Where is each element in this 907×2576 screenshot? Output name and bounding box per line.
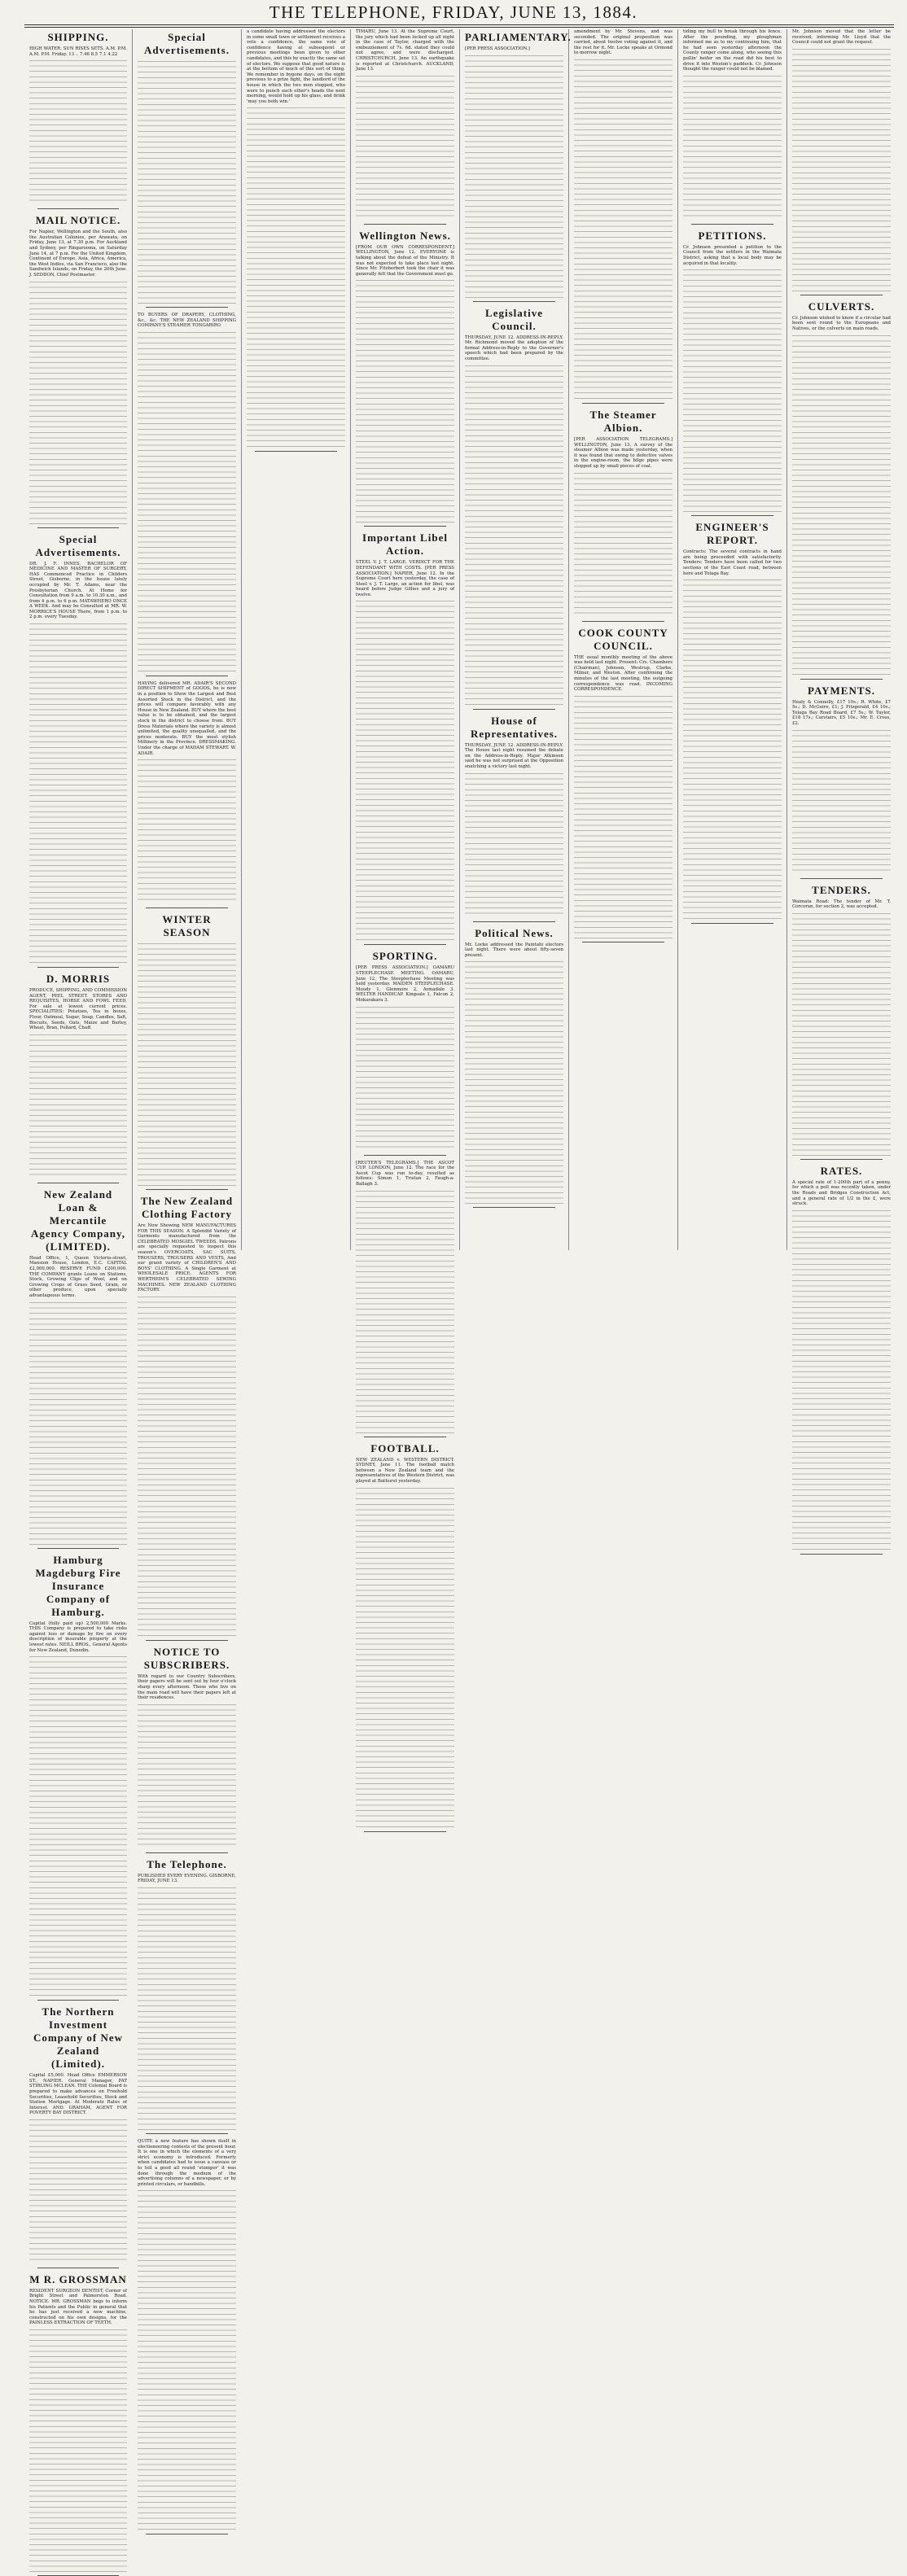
body-text-lines — [792, 1209, 891, 1550]
article-heading: PARLIAMENTARY. — [465, 31, 572, 43]
article-separator — [146, 1189, 228, 1190]
body-text-lines — [29, 1301, 127, 1545]
article-separator — [800, 679, 883, 680]
article-heading: Special Advertisements. — [35, 532, 121, 558]
article-heading: FOOTBALL. — [370, 1441, 440, 1454]
article — [683, 29, 782, 225]
article-body: HAVING delivered MR. ADAIR'S SECOND DIRECT SHIPMENT of GOODS, he is now in a position to Show the Largest and Best Assorted Stock in the District, and the prices will compare favorably with any House in New Zealand. BUY where the best value is to be obtained, and the largest stock in the district to choose from. BUY Dress Materials where the variety is almost unlimited, the quality unequalled, and the prices moderate. BUY the most stylish Millinery in the Province. DRESSMAKING. Under the charge of MADAM STEWART. W. ADAIR. — [138, 680, 236, 756]
body-text-lines — [683, 268, 782, 512]
article — [138, 2139, 236, 2534]
article — [138, 1858, 236, 2134]
article-heading: TENDERS. — [812, 883, 871, 896]
article — [465, 307, 563, 710]
article — [247, 29, 345, 452]
article-separator — [37, 527, 119, 528]
article-heading: Important Libel Action. — [362, 531, 448, 558]
article-separator — [364, 526, 446, 527]
article-heading: House of Representatives. — [470, 714, 559, 740]
columns — [24, 29, 896, 2326]
article-heading: RATES. — [820, 1164, 863, 1177]
article-heading: The New Zealand Clothing Factory — [140, 1195, 234, 1221]
article — [465, 715, 563, 922]
article-body: Waimata Road: The tender of Mr. T. Corcoran, for section 2, was accepted. — [792, 899, 891, 910]
article-heading: The Steamer Albion. — [589, 408, 657, 434]
article — [792, 1165, 891, 1555]
article-heading: CULVERTS. — [808, 300, 875, 313]
article-heading: Wellington News. — [359, 229, 451, 242]
body-text-lines — [138, 942, 236, 1186]
article-body: NEW ZEALAND v. WESTERN DISTRICT. SYDNEY, June 11. The football match between a New Zealand team and the representatives of the Western District, was played at Bathurst yesterday. — [356, 1457, 454, 1484]
article-separator — [691, 224, 773, 225]
article-body: PUBLISHED EVERY EVENING. GISBORNE, FRIDAY, JUNE 13. — [138, 1873, 236, 1884]
article-heading: The Telephone. — [147, 1857, 227, 1870]
column-8 — [787, 29, 896, 1250]
article-separator — [146, 1640, 228, 1641]
article-separator — [364, 944, 446, 945]
article — [29, 31, 127, 209]
article-body: STEEL V. J. T. LARGE. VERDICT FOR THE DEFENDANT WITH COSTS. [PER PRESS ASSOCIATION.] NAPIER, June 12. In the Supreme Court here yesterday, the case of Steel v. J. T. Large, an action for libel, was heard before Judge Gillies and a jury of twelve. — [356, 560, 454, 597]
article-body: Mr. Locke addressed the Paintahi electors last night. There were about fifty-seven present. — [465, 942, 563, 958]
article — [29, 533, 127, 969]
column-6 — [569, 29, 678, 1250]
article-heading: MAIL NOTICE. — [35, 214, 121, 227]
article-separator — [364, 1155, 446, 1156]
body-text-lines — [683, 74, 782, 221]
article-separator — [800, 1554, 883, 1555]
column-5 — [460, 29, 572, 1250]
article-separator — [37, 208, 119, 209]
article-body: DR. J. F. INNES, BACHELOR OF MEDICINE AND MASTER OF SURGERY, HAS Commenced Practice in Childers Street, Gisborne, in the house lately occupied by Mr. T. Adams, near the Presbyterian Church. At Home for Consultation from 9 a.m. to 10.30 a.m., and from 4 p.m. to 6 p.m. MATAWHERO ONCE A WEEK. And may be Consulted at MR. W. MORRICE'S HOUSE There, from 1 p.m. to 2 p.m. every Tuesday. — [29, 561, 127, 620]
body-text-lines — [138, 330, 236, 672]
article — [356, 531, 454, 945]
masthead-rule-double — [24, 27, 894, 28]
column-7 — [678, 29, 787, 1250]
article — [683, 230, 782, 516]
article-heading: WINTER SEASON — [162, 913, 212, 939]
article-heading: PAYMENTS. — [807, 684, 876, 697]
body-text-lines — [465, 54, 563, 298]
article — [356, 1161, 454, 1437]
article-separator — [473, 301, 555, 302]
article-separator — [691, 923, 773, 924]
article — [683, 521, 782, 924]
body-text-lines — [683, 578, 782, 920]
article-separator — [37, 967, 119, 968]
article-separator — [146, 1852, 228, 1853]
article — [792, 29, 891, 295]
article-heading: Legislative Council. — [485, 306, 543, 332]
article — [138, 313, 236, 676]
article-body: Cr. Johnson wished to know if a circular had been sent round to the Europeans and Natives, or the culverts on main roads. — [792, 315, 891, 331]
article-body: [PER PRESS ASSOCIATION.] — [465, 46, 530, 51]
article-separator — [255, 451, 337, 452]
article — [465, 927, 563, 1209]
body-text-lines — [138, 1295, 236, 1637]
article-separator — [800, 878, 883, 879]
article-heading: SPORTING. — [372, 950, 438, 963]
article — [138, 1195, 236, 1641]
column-4 — [351, 29, 460, 1484]
article-body: [PER PRESS ASSOCIATION.] OAMARU STEEPLECHASE MEETING. OAMARU, June 12. The Steeplechase Meeting was held yesterday. MAIDEN STEEPLECHASE. Moody 1, Glenmore 2, Armadale 3. WELTER HANDICAP. Kingsale 1, Falcon 2, Mokarakara 3. — [356, 965, 454, 1004]
article-body: Contracts: The several contracts in hand are being proceeded with satisfactorily. Tenders: Tenders have been called for two sections of the East Coast road, between here and Tolaga Bay. — [683, 549, 782, 576]
masthead-rule — [24, 24, 894, 25]
article-body: [REUTER'S TELEGRAMS.] THE ASCOT CUP. LONDON, June 12. The race for the Ascot Cup was run to-day, resulted as follows: Simon 1, Tristan 2, Faugh-a-Ballagh 3. — [356, 1160, 454, 1187]
article — [29, 2273, 127, 2576]
article-body: Are Now Showing NEW MANUFACTURES FOR THIS SEASON. A Splendid Variety of Garments manufactured from the CELEBRATED MOSGIEL TWEEDS. Patrons are specially requested to inspect this season's OVERCOATS, SAC SUITS, TROUSERS, TROUSERS AND VESTS, And our grand variety of CHILDREN'S AND BOYS' CLOTHING. A Single Garment at WHOLESALE PRICE. AGENTS FOR WERTHEIM'S CELEBRATED SEWING MACHINES. NEW ZEALAND CLOTHING FACTORY. — [138, 1223, 236, 1293]
article — [29, 1188, 127, 1549]
article-body: Healy & Connolly, £17 10s.; R. White, £7 5s.; D. McGuire, £1; J. Fitzgerald, £4 10s.; Tolaga Bay Road Board, £7 5s.; W. Taylor, £18 17s.; Carstairs, £5 10s.; Mr. E. Cross, £2. — [792, 699, 891, 726]
article-separator — [364, 1831, 446, 1832]
body-text-lines — [29, 2118, 127, 2264]
column-3 — [242, 29, 351, 1250]
article — [574, 409, 673, 622]
body-text-lines — [138, 2189, 236, 2530]
body-text-lines — [465, 364, 563, 706]
article-body: RESIDENT SURGEON DENTIST, Corner of Bright Street and Palmerston Road. NOTICE. MR. GROSSMAN begs to inform his Patients and the Public in general that he has just received a new machine, constructed on his own designs, for the PAINLESS EXTRACTION OF TEETH. — [29, 2288, 127, 2326]
article — [574, 29, 673, 404]
article-body: Head Office, 1, Queen Victoria-street, Mansion House, London, E.C. CAPITAL £2,000,000. RESERVE FUND £200,000. THE COMPANY grants Loans on Stations, Stock, Growing Clips of Wool, and on Growing Crops of Grass Seed, Grain, or other produce, upon specially advantageous terms. — [29, 1255, 127, 1298]
article — [138, 681, 236, 908]
article-body: PRODUCE, SHIPPING, AND COMMISSION AGENT, PEEL STREET. STORES AND REQUISITES, HORSE AND FOWL FEED, For sale at lowest current prices. SPECIALITIES: Potatoes, Tea in boxes, Flour, Oatmeal, Sugar, Soap, Candles, Salt, Biscuits, Seeds, Oats, Maize and Barley, Wheat, Bran, Pollard, Chaff. — [29, 988, 127, 1031]
body-text-lines — [792, 334, 891, 676]
body-text-lines — [138, 59, 236, 304]
body-text-lines — [356, 1005, 454, 1152]
article-heading: Hamburg Magdeburg Fire Insurance Company of Hamburg. — [35, 1553, 121, 1618]
article-body: A special rate of 1-200th part of a penny, for which a poll was recently taken, under the Roads and Bridges Construction Act, and a general rate of 1/2 in the £, were struck. — [792, 1179, 891, 1207]
article-body: amendment by Mr. Stevens, and was seconded. The original proposition was carried, about twelve voting against it, and the rest for it. Mr. Locke speaks at Ormond to-morrow night. — [574, 29, 673, 56]
article-body: a candidate having addressed the electors in some small town or settlement receives a vote a confidence, the same vote of confidence having at subsequent or previous meetings been given to other candidates, and this by exactly the same set of electors. We suppose that good nature is at the bottom of much of this sort of thing. We remember in bygone days, on the night previous to a prize fight, the landlord of the house in which the two men stopped, who were to punch each other's heads the next morning, would hold up his glass, and drink 'may you both win.' — [247, 29, 345, 104]
article — [138, 913, 236, 1190]
article-separator — [37, 2000, 119, 2001]
article-body: THURSDAY, JUNE 12. ADDRESS-IN-REPLY. The House last night resumed the debate on the Address-in-Reply. Major Atkinson said he was not surprised at the Opposition snatching a victory last night. — [465, 742, 563, 769]
article-separator — [37, 1548, 119, 1549]
article — [356, 950, 454, 1155]
body-text-lines — [356, 278, 454, 523]
article-heading: New Zealand Loan & Mercantile Agency Company, (LIMITED). — [30, 1187, 126, 1253]
column-2 — [133, 29, 242, 2187]
article-separator — [364, 224, 446, 225]
article — [465, 31, 572, 302]
article — [138, 1646, 236, 1853]
body-text-lines — [29, 2328, 127, 2572]
article-separator — [146, 307, 228, 308]
article-heading: The Northern Investment Company of New Zealand (Limited). — [33, 2005, 124, 2071]
column-1 — [24, 29, 133, 2326]
body-text-lines — [138, 758, 236, 904]
article-separator — [473, 921, 555, 922]
body-text-lines — [792, 47, 891, 291]
article-heading: COOK COUNTY COUNCIL. — [578, 626, 668, 652]
article-separator — [582, 621, 664, 622]
body-text-lines — [792, 912, 891, 1156]
article-body: Capital (fully paid up) 2,500,000 Marks. THIS Company is prepared to take risks against loss or damage by fire on every description of insurable property at the lowest rates. NEILL BROS., General Agents for New Zealand, Dunedin. — [29, 1620, 127, 1653]
body-text-lines — [574, 471, 673, 618]
article-body: THE usual monthly meeting of the above was held last night. Present: Crs. Chambers (Chairman), Johnson, Westrup, Clarke, Milner, and Weston. After confirming the minutes of the last meeting, the outgoing correspondence was read. INCOMING CORRESPONDENCE. — [574, 654, 673, 693]
article-body: QUITE a new feature has shown itself in electioneering contests of the present hour. It is one in which the elements of a very strict economy is introduced. Formerly when candidates had to issue a canvass or to tell a good all round 'stumper' it was done through the medium of the advertising columns of a newspaper, or by printed circulars, or handbills. — [138, 2138, 236, 2187]
article — [356, 1442, 454, 1832]
article — [29, 973, 127, 1183]
article-separator — [473, 709, 555, 710]
article — [792, 300, 891, 680]
article-heading: NOTICE TO SUBSCRIBERS. — [143, 1645, 230, 1671]
article-separator — [146, 2133, 228, 2134]
article — [29, 1554, 127, 2001]
article-separator — [800, 1159, 883, 1160]
article-body: For Napier, Wellington and the South, also the Australian Colonies, per Arawata, on Friday, June 13, at 7.30 p.m. For Auckland and Sydney, per Ringarooma, on Saturday June 14, at 7 p.m. For the United Kingdom, Continent of Europe, Asia, Africa, America, the West Indies, via San Francisco, also the Sandwich Islands, on Friday, the 20th June. J. SEDDON, Chief Postmaster. — [29, 230, 127, 278]
body-text-lines — [247, 106, 345, 448]
article-heading: Special Advertisements. — [144, 31, 230, 56]
article — [138, 31, 236, 308]
article-body: With regard to our Country Subscribers, their papers will be sent out by four o'clock sharp every afternoon. Those who live on the main road will have their papers left at their residences. — [138, 1673, 236, 1701]
body-text-lines — [138, 1886, 236, 2130]
article — [574, 627, 673, 942]
article-body: Mr. Johnson moved that the letter be received, informing Mr. Lloyd that the Council could not grant the request. — [792, 29, 891, 46]
body-text-lines — [574, 58, 673, 400]
body-text-lines — [29, 622, 127, 964]
article-separator — [691, 515, 773, 516]
article — [792, 684, 891, 879]
article-heading: ENGINEER'S REPORT. — [695, 521, 769, 547]
article-heading: PETITIONS. — [698, 229, 767, 242]
article-separator — [582, 403, 664, 404]
article — [356, 230, 454, 527]
body-text-lines — [356, 74, 454, 221]
article-body: TO BUYERS OF DRAPERY, CLOTHING, &c., &c. THE NEW ZEALAND SHIPPING COMPANY'S STEAMER TONGARIRO — [138, 313, 236, 329]
article-heading: D. MORRIS — [46, 973, 111, 986]
article-body: THURSDAY, JUNE 12. ADDRESS-IN-REPLY. Mr. Richmond moved the adoption of the formal Address-in-Reply to the Governor's speech which had been prepared by the committee. — [465, 335, 563, 361]
body-text-lines — [29, 1033, 127, 1179]
body-text-lines — [29, 59, 127, 205]
article-body: [FROM OUR OWN CORRESPONDENT.] WELLINGTON, June 12. EVERYONE is talking about the defeat of the Ministry. It was not expected to take place last night. Since Mr. Fitzherbert took the chair it was generally felt that the Government must go. — [356, 244, 454, 277]
body-text-lines — [356, 599, 454, 941]
article-heading: Political News. — [475, 926, 554, 939]
article — [356, 29, 454, 225]
article-body: Cr. Johnson presented a petition to the Council from the settlers in the Waimata District, asking that a local body may be acquired in that locality. — [683, 244, 782, 266]
article-heading: M R. GROSSMAN — [29, 2272, 127, 2285]
body-text-lines — [356, 1189, 454, 1433]
article-body: TIMARU, June 13. At the Supreme Court, the jury which had been locked up all night in the case of Taylor, charged with the embezzlement of 7s. 6d. stated they could not agree, and were discharged. CHRISTCHURCH, June 13. An earthquake is reported at Christchurch. AUCKLAND, June 13. — [356, 29, 454, 72]
article-body: HIGH WATER. SUN RISES SETS. A.M. P.M. A.M. P.M. Friday. 13 .. 7.46 8.5 7.1 4.22 — [29, 46, 127, 57]
body-text-lines — [138, 1703, 236, 1849]
masthead: THE TELEPHONE, FRIDAY, JUNE 13, 1884. — [269, 2, 638, 22]
body-text-lines — [465, 960, 563, 1204]
body-text-lines — [29, 280, 127, 524]
body-text-lines — [356, 1486, 454, 1828]
article-body: [PER ASSOCIATION TELEGRAMS.] WELLINGTON, June 13. A survey of the steamer Albion was made yesterday, when it was found that owing to defective valves in the engine-room, the bilge pipes were stopped up by small pieces of coal. — [574, 436, 673, 469]
body-text-lines — [465, 772, 563, 918]
article-body: Capital £5,000. Head Office EMMERSON ST., NAPIER. General Manager, PAT STIRLING MCLEAN. THE Colonial Board is prepared to make advances on Freehold Securities, Leasehold Securities, Stock and Station Mortgage. At Moderate Rates of Interest. AND. GRAHAM, AGENT FOR POVERTY BAY DISTRICT. — [29, 2073, 127, 2116]
article-heading: SHIPPING. — [47, 31, 109, 43]
article — [29, 2005, 127, 2268]
article — [29, 214, 127, 527]
body-text-lines — [29, 1655, 127, 1997]
article — [792, 884, 891, 1160]
body-text-lines — [574, 694, 673, 938]
body-text-lines — [792, 728, 891, 875]
article-separator — [473, 1207, 555, 1208]
article-body: tiding my bull to break through his fence. After the pounding, my ploughman informed me as to my continuing him, that he had seen yesterday afternoon the County ranger come along, who seeing this pullin' heifer on the road did his best to drive it into Weston's paddock. Cr. Johnson thought the ranger could not be blamed. — [683, 29, 782, 72]
